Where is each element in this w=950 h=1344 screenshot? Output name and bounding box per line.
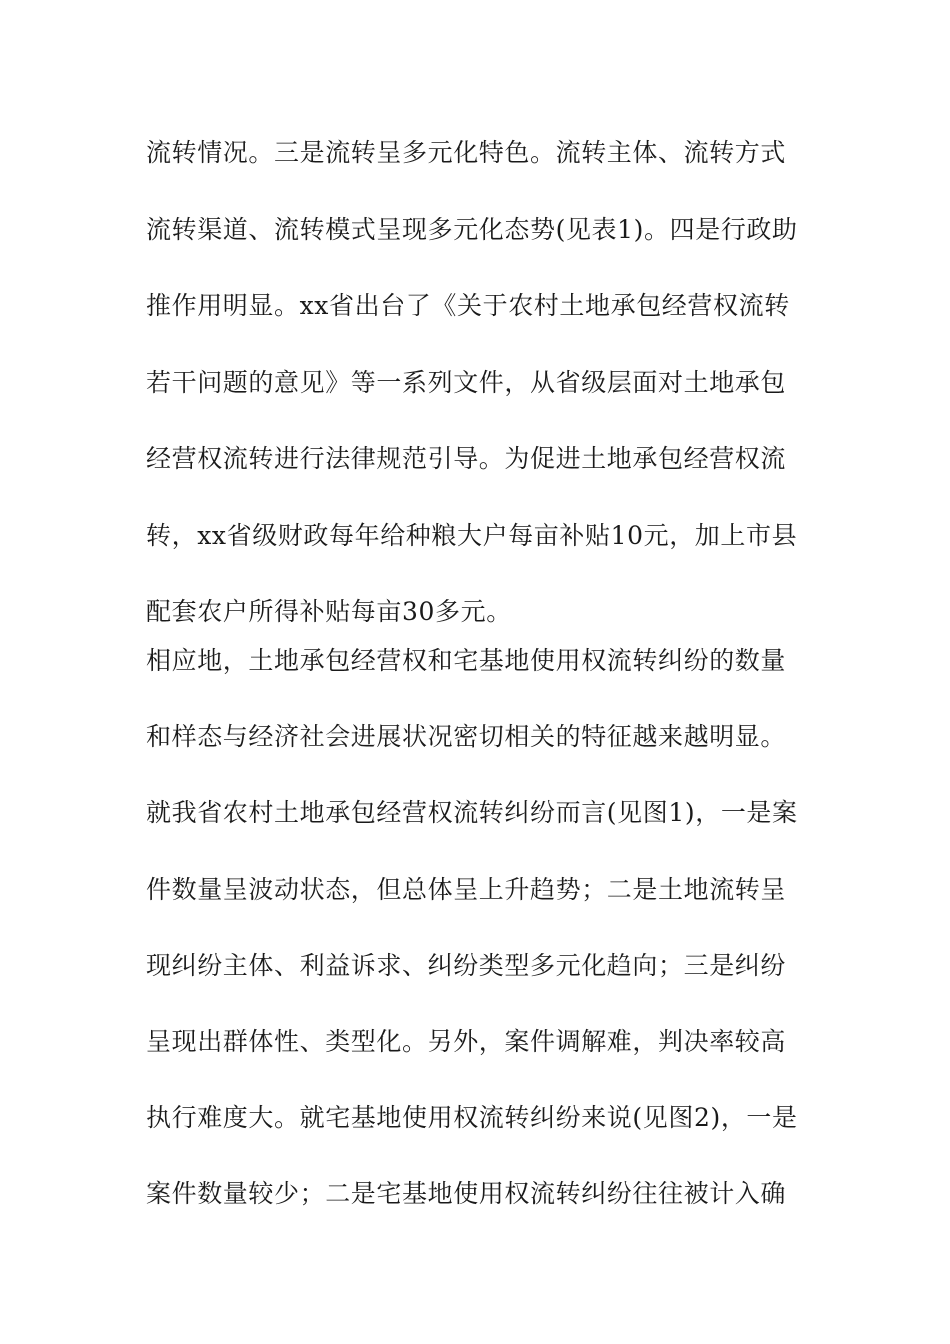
text-line: 案件数量较少；二是宅基地使用权流转纠纷往往被计入确	[146, 1179, 787, 1209]
text-line: 流转情况。三是流转呈多元化特色。流转主体、流转方式	[146, 138, 787, 167]
text-line: 就我省农村土地承包经营权流转纠纷而言(见图1)，一是案	[146, 798, 798, 828]
text-line: 和样态与经济社会进展状况密切相关的特征越来越明显。	[146, 722, 787, 752]
text-line: 流转渠道、流转模式呈现多元化态势(见表1)。四是行政助	[146, 214, 798, 244]
text-line: 转，xx省级财政每年给种粮大户每亩补贴10元，加上市县	[146, 520, 798, 550]
paragraph-1	[146, 140, 816, 624]
text-line: 呈现出群体性、类型化。另外，案件调解难，判决率较高	[146, 1026, 787, 1056]
paragraph-2	[146, 646, 816, 1209]
text-line: 配套农户所得补贴每亩30多元。	[146, 597, 512, 626]
text-line: 若干问题的意见》等一系列文件，从省级层面对土地承包	[146, 367, 787, 397]
text-line: 相应地，土地承包经营权和宅基地使用权流转纠纷的数量	[146, 646, 787, 675]
text-line: 执行难度大。就宅基地使用权流转纠纷来说(见图2)，一是	[146, 1103, 798, 1133]
text-line: 经营权流转进行法律规范引导。为促进土地承包经营权流	[146, 444, 787, 473]
text-line: 推作用明显。xx省出台了《关于农村土地承包经营权流转	[146, 291, 790, 320]
text-line: 件数量呈波动状态，但总体呈上升趋势；二是土地流转呈	[146, 874, 787, 904]
text-line: 现纠纷主体、利益诉求、纠纷类型多元化趋向；三是纠纷	[146, 950, 787, 980]
